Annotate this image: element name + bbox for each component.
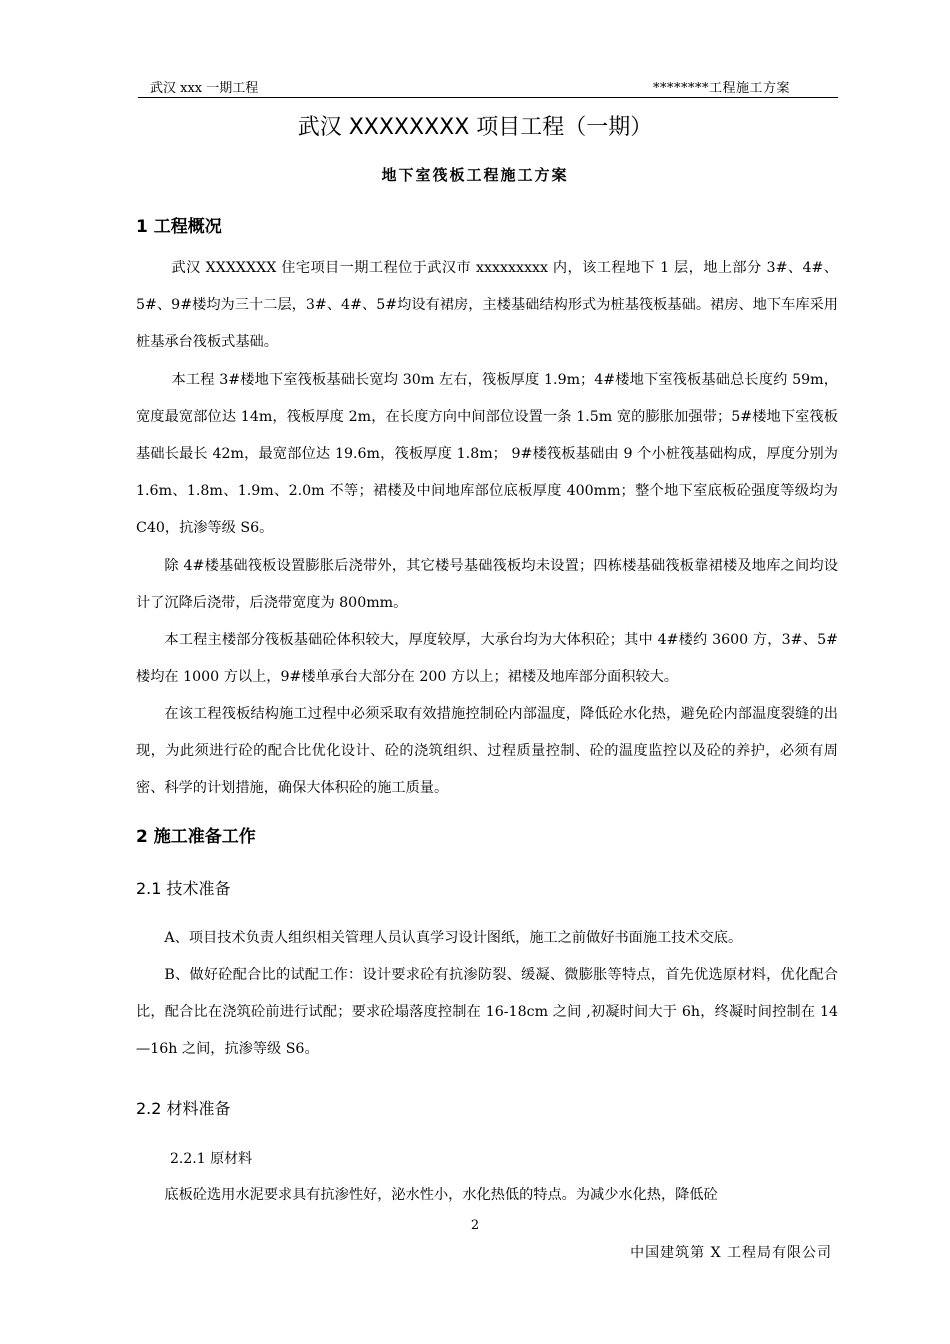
document-subtitle: 地下室筏板工程施工方案 xyxy=(381,166,569,184)
section-1-heading: 1 工程概况 xyxy=(136,217,222,237)
section-2-1-paragraph-a: A、项目技术负责人组织相关管理人员认真学习设计图纸，施工之前做好书面施工技术交底。 xyxy=(164,930,743,946)
header-right: ********工程施工方案 xyxy=(652,81,790,96)
section-1-paragraph-5: 在该工程筏板结构施工过程中必须采取有效措施控制砼内部温度，降低砼水化热，避免砼内部温度裂缝的出现，为此须进行砼的配合比优化设计、砼的浇筑组织、过程质量控制、砼的温度监控以及砼的养护，必须有周密、科学的计划措施，确保大体积砼的施工质量。 xyxy=(136,706,838,796)
section-2-2-1-heading: 2.2.1 原材料 xyxy=(170,1151,253,1167)
section-1-paragraph-3: 除 4#楼基础筏板设置膨胀后浇带外，其它楼号基础筏板均未设置；四栋楼基础筏板靠裙楼及地库之间均设计了沉降后浇带，后浇带宽度为 800mm。 xyxy=(136,558,838,611)
section-2-heading: 2 施工准备工作 xyxy=(136,827,256,847)
section-2-1-paragraph-b: B、做好砼配合比的试配工作：设计要求砼有抗渗防裂、缓凝、微膨胀等特点，首先优选原材料，优化配合比，配合比在浇筑砼前进行试配；要求砼塌落度控制在 16-18cm 之间 ,初凝时间大于 6h，终凝时间控制在 14—16h 之间，抗渗等级 S6。 xyxy=(136,967,838,1057)
section-1-paragraph-1: 武汉 XXXXXXX 住宅项目一期工程位于武汉市 xxxxxxxxx 内，该工程地下 1 层，地上部分 3#、4#、5#、9#楼均为三十二层，3#、4#、5#均设有裙房，主楼基础结构形式为桩基筏板基础。裙房、地下车库采用桩基承台筏板式基础。 xyxy=(136,260,838,350)
document-title: 武汉 XXXXXXXX 项目工程（一期） xyxy=(297,115,653,140)
section-2-1-heading: 2.1 技术准备 xyxy=(136,879,231,898)
section-2-2-heading: 2.2 材料准备 xyxy=(136,1099,231,1118)
company-name: 中国建筑第 X 工程局有限公司 xyxy=(630,1245,832,1261)
section-2-2-1-paragraph: 底板砼选用水泥要求具有抗渗性好，泌水性小，水化热低的特点。为减少水化热，降低砼 xyxy=(164,1187,718,1203)
header-left: 武汉 xxx 一期工程 xyxy=(150,81,259,96)
section-1-paragraph-4: 本工程主楼部分筏板基础砼体积较大，厚度较厚，大承台均为大体积砼；其中 4#楼约 3600 方，3#、5#楼均在 1000 方以上，9#楼单承台大部分在 200 方以上；裙楼及地库部分面积较大。 xyxy=(136,632,838,685)
section-1-paragraph-2: 本工程 3#楼地下室筏板基础长宽均 30m 左右，筏板厚度 1.9m；4#楼地下室筏板基础总长度约 59m，宽度最宽部位达 14m，筏板厚度 2m，在长度方向中间部位设置一条 1.5m 宽的膨胀加强带；5#楼地下室筏板基础长最长 42m，最宽部位达 19.6m，筏板厚度 1.8m； 9#楼筏板基础由 9 个小桩筏基础构成，厚度分别为 1.6m、1.8m、1.9m、2.0m 不等；裙楼及中间地库部位底板厚度 400mm；整个地下室底板砼强度等级均为 C40，抗渗等级 S6。 xyxy=(136,372,838,536)
page-number: 2 xyxy=(470,1218,480,1233)
header-rule xyxy=(138,97,838,98)
